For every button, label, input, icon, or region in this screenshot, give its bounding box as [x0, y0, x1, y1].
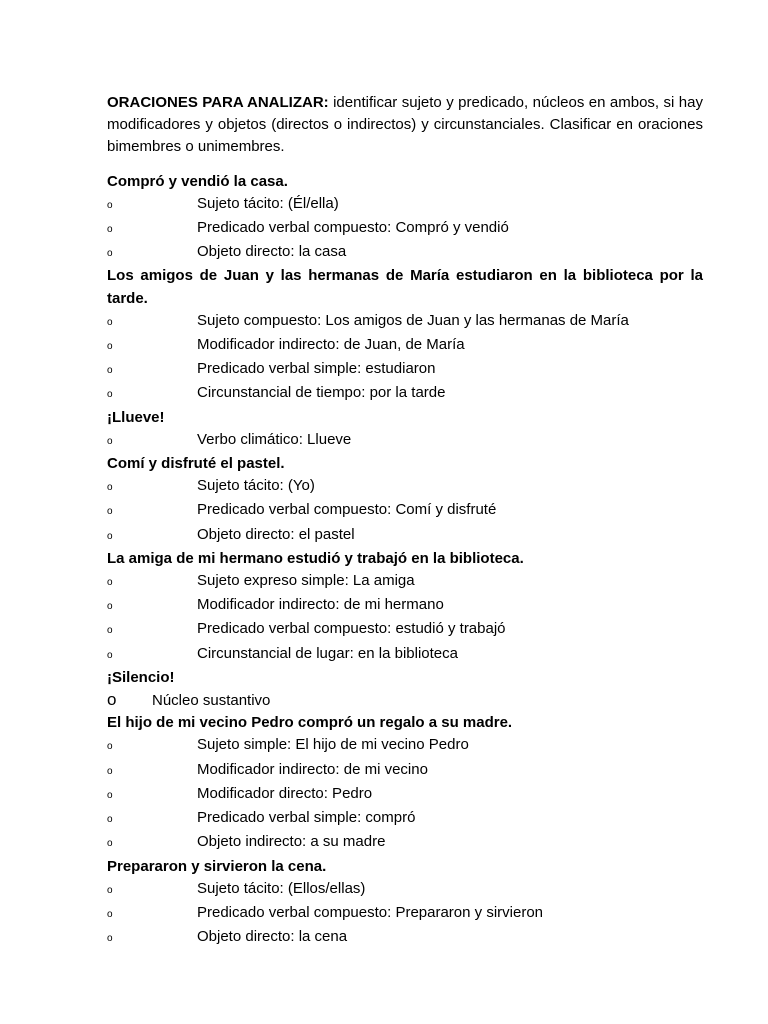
sentence-heading: La amiga de mi hermano estudió y trabajó en la biblioteca.: [107, 549, 524, 567]
analysis-item-text: Objeto directo: el pastel: [197, 525, 355, 543]
analysis-item-text: Modificador indirecto: de mi vecino: [197, 760, 428, 778]
analysis-item-text: Sujeto simple: El hijo de mi vecino Pedro: [197, 736, 469, 754]
analysis-item: [107, 878, 703, 902]
sentence-heading: ¡Llueve!: [107, 408, 165, 426]
bullet-icon: o: [107, 248, 113, 260]
analysis-item-text: Modificador indirecto: de Juan, de María: [197, 336, 465, 354]
analysis-item-text: Sujeto expreso simple: La amiga: [197, 572, 415, 590]
sentence-heading: ¡Silencio!: [107, 668, 175, 686]
sentence-list: [107, 171, 703, 951]
sentence-block: [107, 171, 703, 266]
analysis-item-text: Verbo climático: Llueve: [197, 430, 352, 448]
analysis-item-text: Sujeto tácito: (Ellos/ellas): [197, 879, 366, 897]
analysis-item-text: Predicado verbal simple: estudiaron: [197, 360, 436, 378]
bullet-icon: o: [107, 765, 113, 777]
bullet-icon: o: [107, 690, 117, 710]
analysis-item-text: Circunstancial de lugar: en la biblioteca: [197, 644, 458, 662]
sentence-heading: Compró y vendió la casa.: [107, 172, 288, 190]
analysis-item: [107, 310, 703, 334]
analysis-item: [107, 831, 703, 855]
bullet-icon: o: [107, 316, 113, 328]
bullet-icon: o: [107, 389, 113, 401]
sentence-heading: Prepararon y sirvieron la cena.: [107, 857, 327, 875]
analysis-item: [107, 334, 703, 358]
analysis-item: [107, 594, 703, 618]
analysis-item: [107, 570, 703, 594]
sentence-block: [107, 712, 703, 855]
analysis-item-text: Núcleo sustantivo: [152, 692, 271, 710]
analysis-item-text: Sujeto compuesto: Los amigos de Juan y las hermanas de María: [197, 311, 629, 329]
analysis-item: [107, 499, 703, 523]
sentence-block: [107, 548, 703, 667]
analysis-item-text: Objeto directo: la casa: [197, 243, 347, 261]
analysis-item: [107, 689, 703, 712]
analysis-item: [107, 475, 703, 499]
bullet-icon: o: [107, 506, 113, 518]
analysis-item: [107, 217, 703, 241]
analysis-item-text: Circunstancial de tiempo: por la tarde: [197, 384, 446, 402]
analysis-item-text: Objeto indirecto: a su madre: [197, 833, 386, 851]
bullet-icon: o: [107, 224, 113, 236]
analysis-item-text: Predicado verbal compuesto: estudió y trabajó: [197, 620, 506, 638]
analysis-item-text: Objeto directo: la cena: [197, 928, 348, 946]
bullet-icon: o: [107, 789, 113, 801]
analysis-item-text: Sujeto tácito: (Él/ella): [197, 194, 339, 212]
sentence-heading: El hijo de mi vecino Pedro compró un regalo a su madre.: [107, 714, 513, 732]
bullet-icon: o: [107, 838, 113, 850]
analysis-item-text: Predicado verbal compuesto: Comí y disfruté: [197, 501, 497, 519]
intro-paragraph: [107, 92, 703, 159]
bullet-icon: o: [107, 649, 113, 661]
document-page: [107, 92, 703, 950]
analysis-item: [107, 241, 703, 265]
bullet-icon: o: [107, 530, 113, 542]
sentence-block: [107, 667, 703, 712]
bullet-icon: o: [107, 741, 113, 753]
sentence-heading: Los amigos de Juan y las hermanas de María estudiaron en la biblioteca por la tarde.: [107, 267, 703, 307]
analysis-item: [107, 429, 703, 453]
analysis-item: [107, 734, 703, 758]
analysis-item-text: Modificador indirecto: de mi hermano: [197, 596, 444, 614]
bullet-icon: o: [107, 601, 113, 613]
analysis-item: [107, 382, 703, 406]
analysis-item: [107, 902, 703, 926]
bullet-icon: o: [107, 435, 113, 447]
bullet-icon: o: [107, 933, 113, 945]
analysis-item: [107, 759, 703, 783]
intro-label: ORACIONES PARA ANALIZAR:: [107, 94, 329, 111]
bullet-icon: o: [107, 884, 113, 896]
analysis-item: [107, 193, 703, 217]
bullet-icon: o: [107, 482, 113, 494]
analysis-item-text: Sujeto tácito: (Yo): [197, 477, 315, 495]
sentence-block: [107, 453, 703, 548]
sentence-heading: Comí y disfruté el pastel.: [107, 455, 285, 473]
analysis-item: [107, 643, 703, 667]
analysis-item: [107, 783, 703, 807]
bullet-icon: o: [107, 625, 113, 637]
sentence-block: [107, 856, 703, 951]
sentence-block: [107, 265, 703, 406]
analysis-item-text: Predicado verbal compuesto: Prepararon y sirvieron: [197, 903, 544, 921]
analysis-item: [107, 926, 703, 950]
bullet-icon: o: [107, 341, 113, 353]
bullet-icon: o: [107, 814, 113, 826]
bullet-icon: o: [107, 577, 113, 589]
analysis-item-text: Modificador directo: Pedro: [197, 784, 373, 802]
bullet-icon: o: [107, 908, 113, 920]
analysis-item: [107, 524, 703, 548]
analysis-item-text: Predicado verbal simple: compró: [197, 809, 416, 827]
intro-text: identificar sujeto y predicado, núcleos en ambos, si hay modificadores y objetos (directos o indirectos) y circunstanciales. Clasificar en oraciones bimembres o unimembres.: [107, 94, 703, 156]
analysis-item: [107, 358, 703, 382]
bullet-icon: o: [107, 365, 113, 377]
bullet-icon: o: [107, 199, 113, 211]
analysis-item-text: Predicado verbal compuesto: Compró y vendió: [197, 219, 509, 237]
sentence-block: [107, 407, 703, 453]
analysis-item: [107, 807, 703, 831]
analysis-item: [107, 618, 703, 642]
